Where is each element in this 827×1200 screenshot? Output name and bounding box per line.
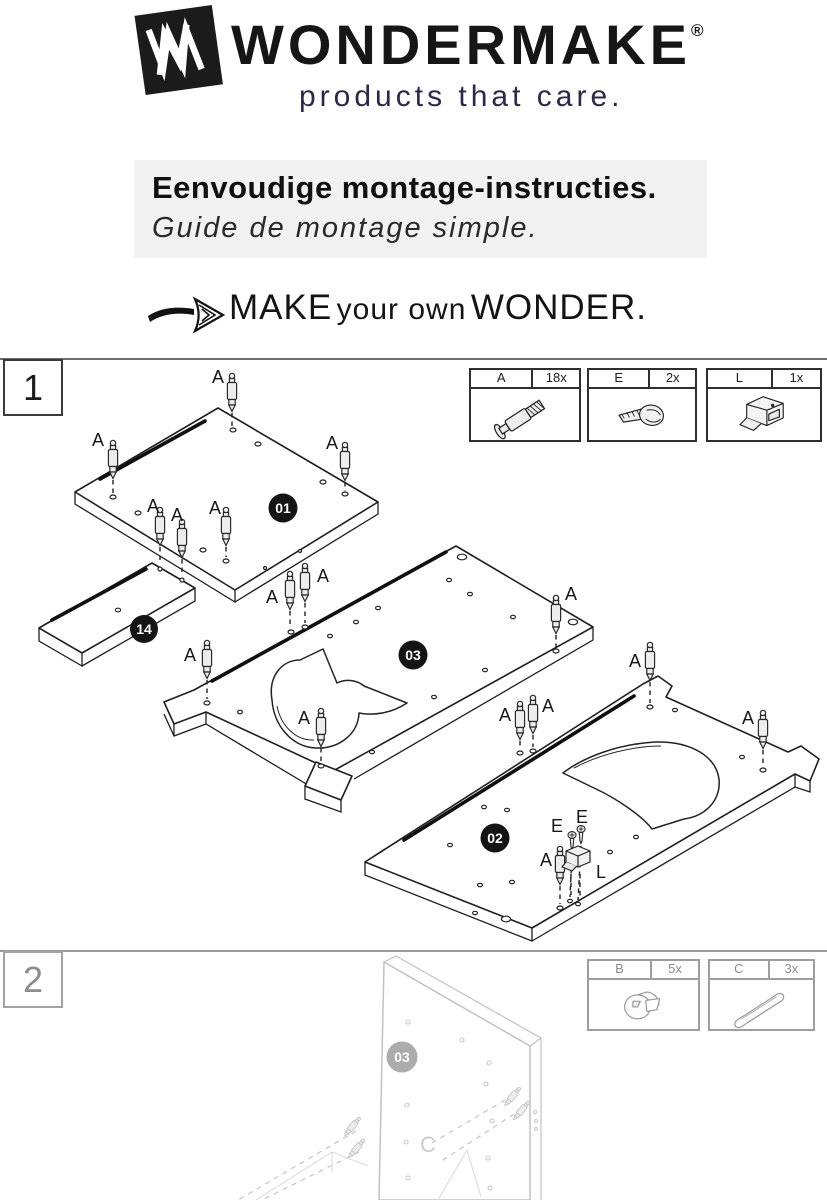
- registered-mark: ®: [690, 21, 704, 40]
- fastener-label-a: A: [539, 850, 553, 870]
- wm-monogram-icon: [130, 0, 228, 104]
- panel-badge-14: [130, 615, 158, 643]
- arrow-icon: [146, 294, 226, 336]
- fastener-label-a: A: [325, 433, 339, 453]
- part-letter: B: [589, 961, 652, 978]
- fastener-label-a: A: [265, 587, 279, 607]
- fastener-label-a: A: [211, 367, 225, 387]
- part-letter: C: [710, 961, 770, 978]
- fastener-label-l: L: [595, 862, 607, 882]
- panel-badge-03-faded: [387, 1042, 418, 1073]
- assembly-diagram-step1: [0, 358, 827, 950]
- svg-text:01: 01: [275, 500, 291, 516]
- part-count: 2x: [665, 370, 680, 385]
- part-letter: L: [708, 370, 773, 387]
- cta-text: MAKE your own WONDER.: [229, 288, 647, 327]
- fastener-label-a: A: [316, 566, 330, 586]
- part-count: 18x: [545, 370, 567, 385]
- panel-badge-01: [269, 494, 298, 523]
- step1-number: 1: [22, 366, 44, 408]
- svg-text:14: 14: [136, 621, 152, 637]
- svg-text:03: 03: [394, 1049, 410, 1065]
- panel-badge-03: [399, 641, 428, 670]
- fastener-label-a: A: [91, 430, 105, 450]
- part-count: 1x: [789, 370, 804, 385]
- part-letter: E: [589, 370, 650, 387]
- part-count: 3x: [784, 961, 799, 976]
- step2-number: 2: [22, 958, 44, 1000]
- instruction-title-nl: Eenvoudige montage-instructies.: [152, 170, 657, 205]
- fastener-label-e: E: [550, 816, 564, 836]
- fastener-label-a: A: [498, 705, 512, 725]
- brand-name: WONDERMAKE®: [231, 13, 704, 76]
- fastener-label-a: A: [146, 496, 160, 516]
- fastener-label-a: A: [297, 708, 311, 728]
- fastener-label-a: A: [741, 708, 755, 728]
- panel-badge-02: [481, 824, 510, 853]
- fastener-label-a: A: [541, 696, 555, 716]
- fastener-label-a: A: [564, 584, 578, 604]
- panel-03-foot: [305, 762, 352, 800]
- svg-text:03: 03: [405, 647, 421, 663]
- panel-14: [39, 563, 195, 666]
- assembly-diagram-step2: [0, 952, 827, 1200]
- intro-panel: [134, 160, 707, 258]
- fastener-label-e: E: [575, 807, 589, 827]
- panel-03-upright: [379, 956, 541, 1200]
- fastener-label-a: A: [628, 651, 642, 671]
- fastener-label-a: A: [208, 498, 222, 518]
- instruction-title-fr: Guide de montage simple.: [152, 212, 539, 244]
- svg-text:02: 02: [487, 830, 503, 846]
- fastener-label-a: A: [170, 505, 184, 525]
- dowel-label-c: C: [420, 1132, 436, 1157]
- part-letter: A: [471, 370, 533, 387]
- part-count: 5x: [668, 961, 682, 976]
- fastener-label-a: A: [183, 645, 197, 665]
- brand-tagline: products that care.: [299, 80, 624, 113]
